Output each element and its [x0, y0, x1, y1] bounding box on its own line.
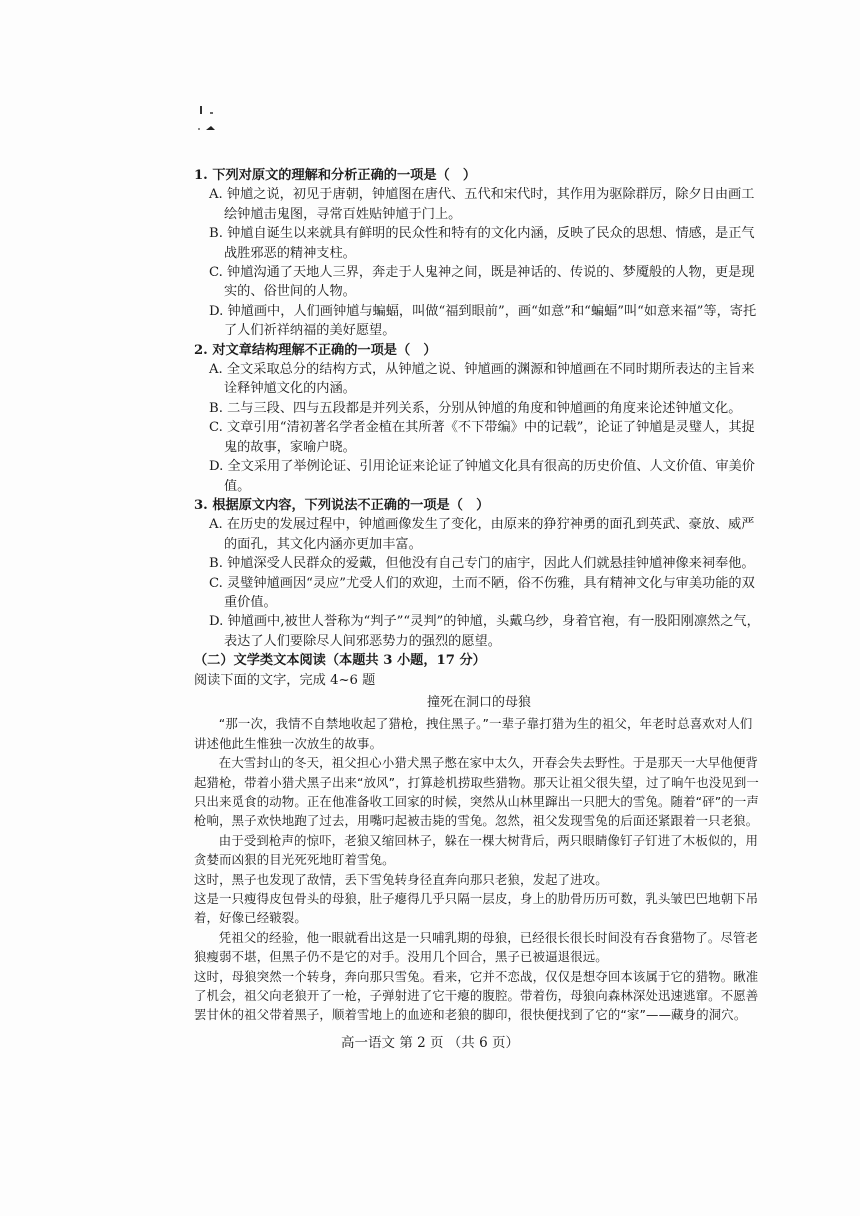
question-stem: 1. 下列对原文的理解和分析正确的一项是（ ） — [194, 168, 477, 183]
option-c: C. 文章引用“清初著名学者金植在其所著《不下带编》中的记载”，论证了钟馗是灵璧人，其捉鬼的故事，家喻户晓。 — [209, 420, 755, 455]
story-paragraph: 这时，黑子也发现了敌情，丢下雪兔转身径直奔向那只老狼，发起了进攻。 — [194, 871, 608, 887]
scan-artifact-marks — [196, 104, 236, 144]
option-a: A. 全文采取总分的结构方式，从钟馗之说、钟馗画的渊源和钟馗画在不同时期所表达的主旨来诠释钟馗文化的内涵。 — [209, 362, 755, 397]
question-2 — [194, 341, 764, 496]
story-paragraph: “那一次，我情不自禁地收起了猎枪，拽住黑子。”一辈子靠打猎为生的祖父，年老时总喜欢对人们讲述他此生惟独一次放生的故事。 — [194, 716, 753, 751]
story-title: 撞死在洞口的母狼 — [426, 694, 531, 710]
option-a: A. 在历史的发展过程中，钟馗画像发生了变化，由原来的狰狞神勇的面孔到英武、豪放、威严的面孔，其文化内涵亦更加丰富。 — [209, 517, 755, 552]
option-b: B. 钟馗自诞生以来就具有鲜明的民众性和特有的文化内涵，反映了民众的思想、情感，是正气战胜邪恶的精神支柱。 — [209, 226, 755, 261]
question-3 — [194, 496, 764, 651]
option-a: A. 钟馗之说，初见于唐朝，钟馗图在唐代、五代和宋代时，其作用为驱除群厉，除夕日由画工绘钟馗击鬼图，寻常百姓贴钟馗于门上。 — [209, 187, 755, 222]
question-1 — [194, 166, 764, 341]
option-b: B. 二与三段、四与五段都是并列关系，分别从钟馗的角度和钟馗画的角度来论述钟馗文化。 — [209, 400, 742, 416]
story-paragraph: 由于受到枪声的惊吓，老狼又缩回林子，躲在一棵大树背后，两只眼睛像钉子钉进了木板似的，用贪婪而凶狠的目光死死地盯着雪兔。 — [194, 832, 759, 868]
story-body — [194, 714, 764, 1025]
section-title: （二）文学类文本阅读（本题共 3 小题，17 分） — [194, 653, 486, 669]
option-c: C. 灵璧钟馗画因“灵应”尤受人们的欢迎，土而不陋，俗不伤雅，具有精神文化与审美功能的双重价值。 — [209, 575, 755, 610]
question-stem: 3. 根据原文内容，下列说法不正确的一项是（ ） — [194, 497, 490, 513]
option-c: C. 钟馗沟通了天地人三界，奔走于人鬼神之间，既是神话的、传说的、梦魇般的人物，更是现实的、俗世间的人物。 — [209, 265, 755, 300]
question-content — [194, 166, 764, 1025]
story-paragraph: 这是一只瘦得皮包骨头的母狼，肚子瘪得几乎只隔一层皮，身上的肋骨历历可数，乳头皱巴巴地朝下吊着，好像已经皲裂。 — [194, 891, 759, 926]
section-instruction: 阅读下面的文字，完成 4~6 题 — [194, 672, 376, 688]
option-d: D. 全文采用了举例论证、引用论证来论证了钟馗文化具有很高的历史价值、人文价值、审美价值。 — [209, 459, 755, 494]
story-paragraph: 凭祖父的经验，他一眼就看出这是一只哺乳期的母狼，已经很长很长时间没有吞食猎物了。尽管老狼瘦弱不堪，但黑子仍不是它的对手。没用几个回合，黑子已被逼退很远。 — [194, 929, 759, 965]
question-stem: 2. 对文章结构理解不正确的一项是（ ） — [194, 342, 437, 358]
page-footer: 高一语文 第 2 页 （共 6 页） — [341, 1035, 519, 1051]
story-paragraph: 这时，母狼突然一个转身，奔向那只雪兔。看来，它并不恋战，仅仅是想夺回本该属于它的猎物。瞅准了机会，祖父向老狼开了一枪，子弹射进了它干瘪的腹腔。带着伤，母狼向森林深处迅速逃窜。不愿善罢甘休的祖父带着黑子，顺着雪地上的血迹和老狼的脚印，很快便找到了它的“家”——藏身的洞穴。 — [194, 968, 759, 1023]
option-b: B. 钟馗深受人民群众的爱戴，但他没有自己专门的庙宇，因此人们就悬挂钟馗神像来祠奉他。 — [209, 556, 755, 572]
story-paragraph: 在大雪封山的冬天，祖父担心小猎犬黑子憋在家中太久，开春会失去野性。于是那天一大早他便背起猎枪，带着小猎犬黑子出来“放风”，打算趁机捞取些猎物。那天让祖父很失望，过了晌午也没见到一只出来觅食的动物。正在他准备收工回家的时候，突然从山林里蹿出一只肥大的雪兔。随着“砰”的一声枪响，黑子欢快地跑了过去，用嘴叼起被击毙的雪兔。忽然，祖父发现雪兔的后面还紧跟着一只老狼。 — [194, 755, 759, 829]
option-d: D. 钟馗画中，人们画钟馗与蝙蝠，叫做“福到眼前”，画“如意”和“蝙蝠”叫“如意来福”等，寄托了人们祈祥纳福的美好愿望。 — [209, 303, 757, 339]
option-d: D. 钟馗画中,被世人誉称为“判子”“灵判”的钟馗，头戴乌纱，身着官袍，有一股阳刚凛然之气，表达了人们要除尽人间邪恶势力的强烈的愿望。 — [209, 614, 760, 649]
